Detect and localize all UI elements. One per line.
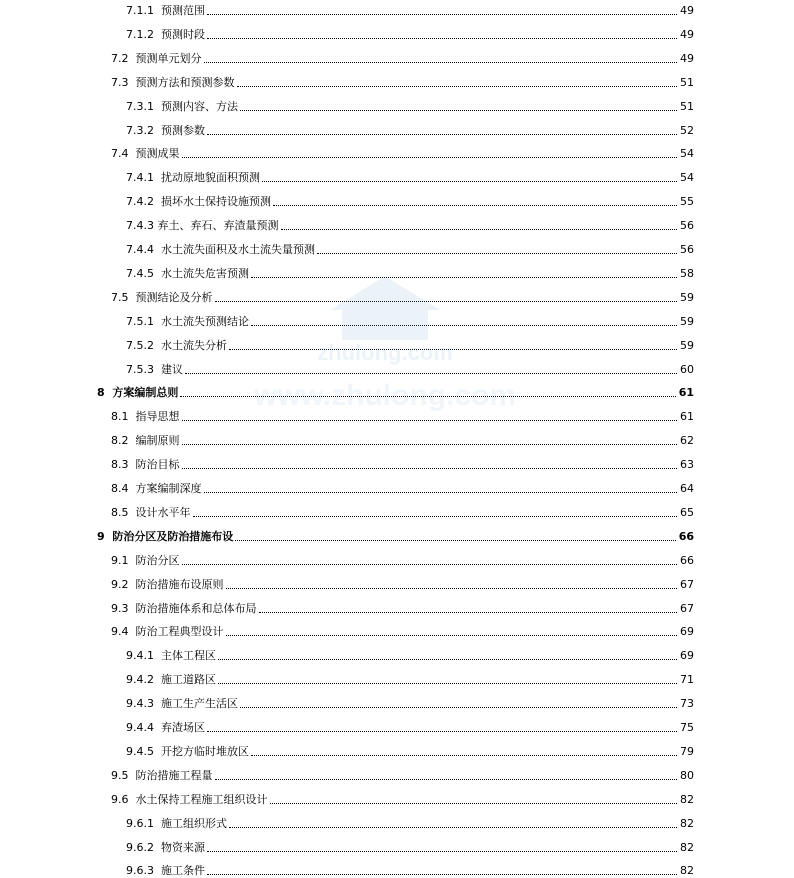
- toc-entry-page-number: 56: [680, 243, 694, 256]
- toc-entry-page-number: 59: [680, 290, 694, 304]
- toc-entry[interactable]: [126, 361, 694, 377]
- toc-entry-page-number: 71: [680, 673, 694, 687]
- toc-chapter-entry[interactable]: [97, 528, 694, 544]
- toc-leader-dots: [182, 468, 678, 469]
- toc-entry[interactable]: [126, 26, 694, 42]
- toc-leader-dots: [273, 205, 677, 206]
- toc-entry[interactable]: [126, 695, 694, 711]
- toc-leader-dots: [204, 492, 678, 493]
- toc-entry-page-number: 51: [680, 99, 694, 113]
- toc-entry-title: 9.6.2 物资来源: [126, 840, 205, 854]
- toc-leader-dots: [182, 444, 678, 445]
- toc-leader-dots: [218, 659, 677, 660]
- toc-entry-title: 9.4.4 弃渣场区: [126, 721, 205, 734]
- toc-entry-title: 9.6.1 施工组织形式: [126, 816, 227, 830]
- toc-entry-title: 9.4.3 施工生产生活区: [126, 697, 238, 711]
- toc-entry[interactable]: [111, 791, 694, 807]
- toc-leader-dots: [207, 134, 677, 135]
- toc-entry[interactable]: [111, 576, 694, 592]
- toc-leader-dots: [207, 38, 677, 39]
- toc-entry-page-number: 82: [680, 792, 694, 806]
- toc-entry-title: 9.4.5 开挖方临时堆放区: [126, 744, 249, 758]
- toc-entry-page-number: 49: [680, 4, 694, 17]
- toc-leader-dots: [180, 396, 675, 397]
- toc-entry-page-number: 59: [680, 338, 694, 352]
- toc-entry-page-number: 51: [680, 75, 694, 89]
- toc-entry-title: 9.4.2 施工道路区: [126, 673, 216, 687]
- toc-entry-page-number: 67: [680, 601, 694, 615]
- toc-entry-page-number: 54: [680, 147, 694, 161]
- toc-entry-page-number: 66: [678, 529, 694, 543]
- toc-entry[interactable]: [126, 862, 694, 878]
- toc-entry-page-number: 82: [680, 864, 694, 878]
- toc-leader-dots: [229, 349, 677, 350]
- toc-leader-dots: [182, 420, 678, 421]
- toc-entry-title: 9.6.3 施工条件: [126, 864, 205, 878]
- toc-leader-dots: [262, 181, 677, 182]
- toc-entry-title: 7.5.3 建议: [126, 362, 183, 376]
- toc-entry[interactable]: [111, 504, 694, 520]
- toc-leader-dots: [226, 588, 678, 589]
- toc-leader-dots: [226, 635, 678, 636]
- toc-leader-dots: [281, 229, 678, 230]
- toc-entry-title: 7.3.2 预测参数: [126, 123, 205, 137]
- toc-entry-title: 9.5 防治措施工程量: [111, 768, 213, 782]
- toc-entry-title: 9.6 水土保持工程施工组织设计: [111, 792, 268, 806]
- toc-entry-page-number: 63: [680, 458, 694, 472]
- toc-entry[interactable]: [126, 743, 694, 759]
- toc-entry-title: 7.3 预测方法和预测参数: [111, 75, 235, 89]
- toc-leader-dots: [251, 755, 677, 756]
- toc-entry-title: 8 方案编制总则: [97, 386, 179, 400]
- toc-entry[interactable]: [111, 600, 694, 616]
- toc-leader-dots: [215, 301, 678, 302]
- toc-entry-page-number: 62: [680, 434, 694, 448]
- toc-entry-title: 7.3.1 预测内容、方法: [126, 99, 238, 113]
- toc-entry-page-number: 52: [680, 123, 694, 137]
- toc-leader-dots: [235, 540, 675, 541]
- toc-entry-page-number: 61: [678, 386, 694, 400]
- toc-entry-title: 7.1.2 预测时段: [126, 27, 205, 41]
- toc-entry[interactable]: [126, 241, 694, 257]
- toc-entry-title: 9.4 防治工程典型设计: [111, 625, 224, 639]
- toc-entry-title: 9.1 防治分区: [111, 553, 180, 567]
- toc-leader-dots: [240, 707, 677, 708]
- toc-leader-dots: [185, 373, 677, 374]
- toc-entry[interactable]: [111, 552, 694, 568]
- toc-entry-page-number: 75: [680, 721, 694, 734]
- toc-leader-dots: [215, 779, 678, 780]
- toc-entry[interactable]: [111, 432, 694, 448]
- toc-entry-page-number: 49: [680, 27, 694, 41]
- toc-entry[interactable]: [111, 480, 694, 496]
- toc-entry[interactable]: [111, 145, 694, 161]
- toc-entry-page-number: 69: [680, 649, 694, 663]
- toc-entry-page-number: 58: [680, 266, 694, 280]
- toc-leader-dots: [207, 851, 677, 852]
- toc-entry-title: 7.4.2 损坏水土保持设施预测: [126, 195, 271, 209]
- toc-entry-title: 8.4 方案编制深度: [111, 482, 202, 495]
- toc-leader-dots: [182, 157, 678, 158]
- toc-leader-dots: [182, 564, 678, 565]
- toc-entry-page-number: 82: [680, 816, 694, 830]
- toc-entry-page-number: 60: [680, 362, 694, 376]
- toc-entry[interactable]: [111, 767, 694, 783]
- toc-leader-dots: [207, 874, 677, 875]
- toc-entry-title: 9 防治分区及防治措施布设: [97, 529, 234, 543]
- toc-entry[interactable]: [111, 623, 694, 639]
- toc-entry-page-number: 67: [680, 577, 694, 591]
- toc-entry-page-number: 56: [680, 219, 694, 233]
- toc-entry-page-number: 66: [680, 553, 694, 567]
- toc-leader-dots: [317, 253, 677, 254]
- toc-leader-dots: [193, 516, 678, 517]
- toc-entry[interactable]: [126, 719, 694, 735]
- toc-entry[interactable]: [111, 408, 694, 424]
- toc-entry-title: 7.4.5 水土流失危害预测: [126, 266, 249, 280]
- toc-entry-title: 9.3 防治措施体系和总体布局: [111, 601, 257, 615]
- toc-entry-title: 7.5.1 水土流失预测结论: [126, 314, 249, 328]
- toc-leader-dots: [259, 612, 678, 613]
- toc-entry[interactable]: [126, 193, 694, 209]
- toc-leader-dots: [270, 803, 678, 804]
- toc-entry[interactable]: [111, 74, 694, 90]
- toc-entry-page-number: 65: [680, 505, 694, 519]
- toc-entry-page-number: 80: [680, 768, 694, 782]
- toc-entry[interactable]: [126, 839, 694, 855]
- toc-entry-title: 9.4.1 主体工程区: [126, 649, 216, 663]
- toc-entry-title: 9.2 防治措施布设原则: [111, 577, 224, 591]
- toc-leader-dots: [240, 110, 677, 111]
- toc-entry-title: 7.5.2 水土流失分析: [126, 338, 227, 352]
- toc-leader-dots: [251, 277, 677, 278]
- toc-entry-page-number: 55: [680, 195, 694, 209]
- toc-entry[interactable]: [126, 2, 694, 18]
- toc-entry-page-number: 82: [680, 840, 694, 854]
- toc-entry-page-number: 54: [680, 171, 694, 185]
- toc-entry[interactable]: [126, 313, 694, 329]
- toc-leader-dots: [207, 731, 677, 732]
- toc-entry-title: 7.4.4 水土流失面积及水土流失量预测: [126, 243, 315, 256]
- toc-entry[interactable]: [126, 122, 694, 138]
- toc-entry-page-number: 64: [680, 482, 694, 495]
- toc-entry-title: 8.2 编制原则: [111, 434, 180, 448]
- toc-entry-title: 7.4 预测成果: [111, 147, 180, 161]
- toc-entry[interactable]: [126, 671, 694, 687]
- toc-entry[interactable]: [111, 50, 694, 66]
- toc-leader-dots: [237, 86, 678, 87]
- toc-entry[interactable]: [126, 98, 694, 114]
- toc-leader-dots: [229, 827, 677, 828]
- toc-leader-dots: [207, 14, 677, 15]
- toc-entry-title: 8.3 防治目标: [111, 458, 180, 472]
- toc-entry-title: 7.4.1 扰动原地貌面积预测: [126, 171, 260, 185]
- toc-entry-title: 7.1.1 预测范围: [126, 4, 205, 17]
- toc-entry-title: 8.1 指导思想: [111, 410, 180, 424]
- toc-entry[interactable]: [126, 217, 694, 233]
- toc-leader-dots: [218, 683, 677, 684]
- toc-entry-page-number: 69: [680, 625, 694, 639]
- toc-entry[interactable]: [111, 289, 694, 305]
- toc-entry-title: 8.5 设计水平年: [111, 505, 191, 519]
- toc-chapter-entry[interactable]: [97, 384, 694, 400]
- toc-entry-title: 7.5 预测结论及分析: [111, 290, 213, 304]
- toc-entry[interactable]: [111, 456, 694, 472]
- toc-entry[interactable]: [126, 265, 694, 281]
- toc-entry[interactable]: [126, 815, 694, 831]
- toc-leader-dots: [251, 325, 677, 326]
- toc-entry-page-number: 73: [680, 697, 694, 711]
- toc-entry-page-number: 79: [680, 744, 694, 758]
- watermark-site: zhulong.com: [317, 340, 453, 365]
- watermark-url: www.zhulong.com: [253, 379, 517, 412]
- toc-entry-title: 7.4.3 弃土、弃石、弃渣量预测: [126, 219, 279, 233]
- toc-entry-title: 7.2 预测单元划分: [111, 51, 202, 65]
- toc-entry[interactable]: [126, 337, 694, 353]
- toc-leader-dots: [204, 62, 678, 63]
- toc-entry[interactable]: [126, 169, 694, 185]
- toc-entry-page-number: 61: [680, 410, 694, 424]
- toc-entry-page-number: 59: [680, 314, 694, 328]
- toc-entry[interactable]: [126, 647, 694, 663]
- toc-entry-page-number: 49: [680, 51, 694, 65]
